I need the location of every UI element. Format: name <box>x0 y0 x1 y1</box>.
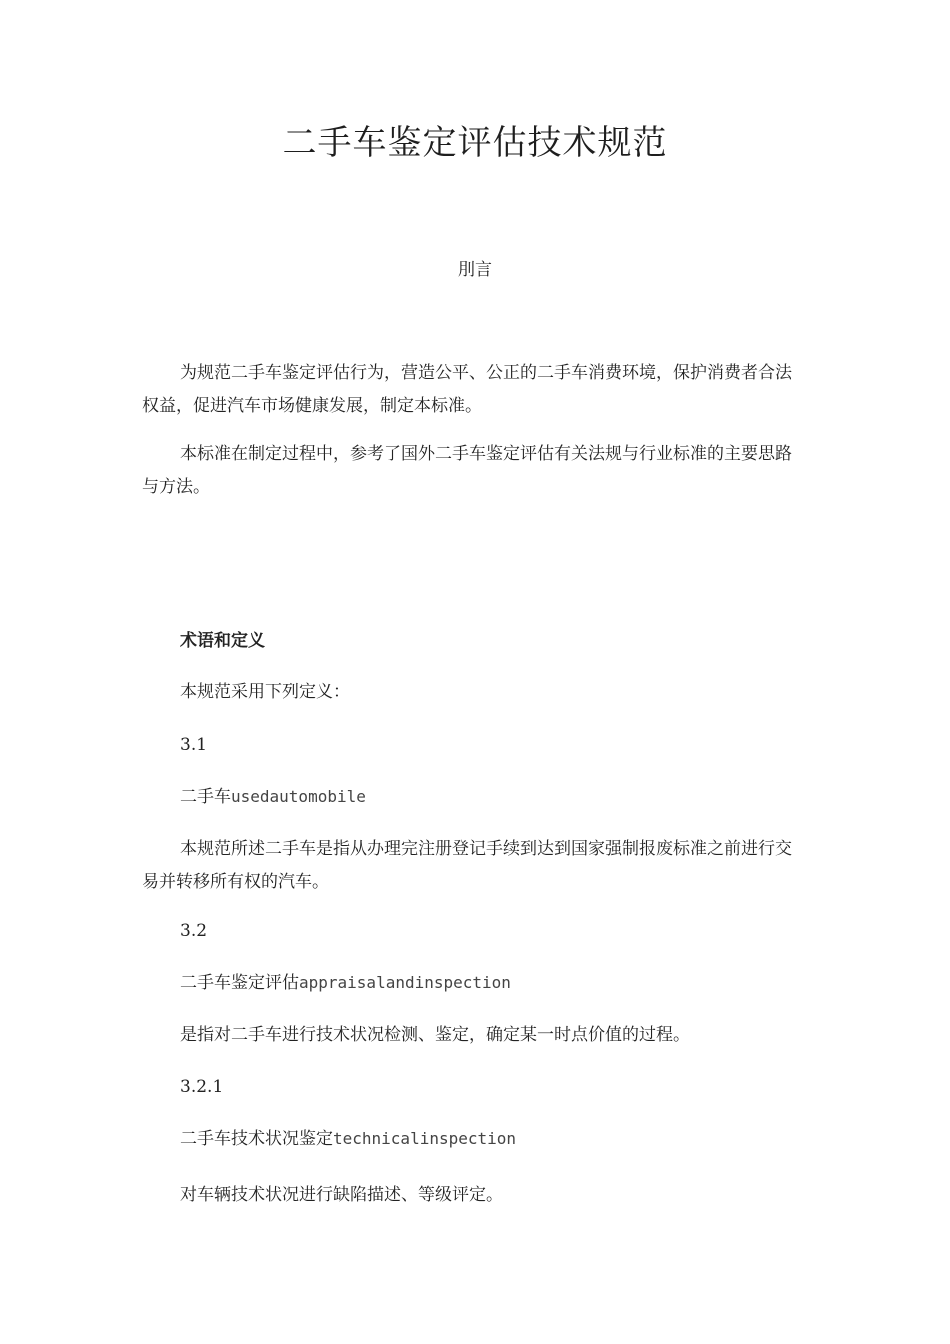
section-heading: 术语和定义 <box>180 631 265 651</box>
term-definition: 本规范所述二手车是指从办理完注册登记手续到达到国家强制报废标准之前进行交易并转移所有权的汽车。 <box>142 839 792 892</box>
term-name-en: appraisalandinspection <box>299 973 511 992</box>
term-name-en: technicalinspection <box>333 1129 517 1148</box>
document-title: 二手车鉴定评估技术规范 <box>282 123 668 163</box>
term-definition: 对车辆技术状况进行缺陷描述、等级评定。 <box>180 1185 503 1205</box>
term-number: 3.2 <box>180 921 208 941</box>
section-intro: 本规范采用下列定义： <box>180 682 350 702</box>
term-name-cn: 二手车 <box>180 787 231 807</box>
term-title <box>180 783 366 811</box>
intro-paragraph-1: 为规范二手车鉴定评估行为，营造公平、公正的二手车消费环境，保护消费者合法权益，促进汽车市场健康发展，制定本标准。 <box>142 363 792 416</box>
term-name-en: usedautomobile <box>231 787 366 806</box>
intro-paragraph-2: 本标准在制定过程中，参考了国外二手车鉴定评估有关法规与行业标准的主要思路与方法。 <box>142 444 792 497</box>
term-title <box>180 969 511 997</box>
term-name-cn: 二手车鉴定评估 <box>180 973 299 993</box>
term-number: 3.2.1 <box>180 1077 224 1097</box>
term-number: 3.1 <box>180 735 208 755</box>
term-title <box>180 1125 516 1153</box>
term-definition: 是指对二手车进行技术状况检测、鉴定，确定某一时点价值的过程。 <box>180 1025 690 1045</box>
preface-heading: 刖言 <box>458 260 492 280</box>
term-name-cn: 二手车技术状况鉴定 <box>180 1129 333 1149</box>
